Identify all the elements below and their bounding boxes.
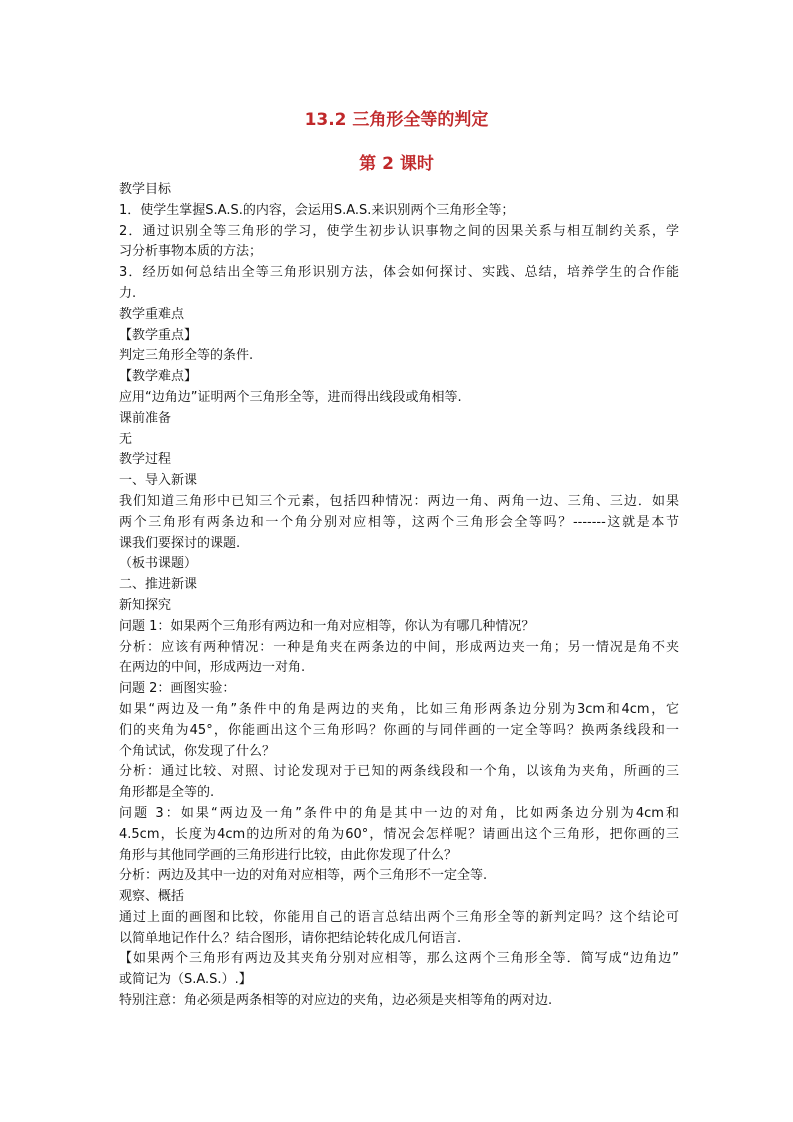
text-line: 二、推进新课 [119, 577, 198, 593]
text-line: 【教学重点】 [119, 327, 198, 343]
text-line: （板书课题） [119, 556, 198, 572]
text-line: 问题 1：如果两个三角形有两边和一角对应相等，你认为有哪几种情况？ [119, 618, 535, 634]
text-line: 个角试试，你发现了什么？ [119, 743, 276, 759]
text-line: 两个三角形有两条边和一个角分别对应相等，这两个三角形会全等吗？-------这就是本节 [119, 514, 679, 530]
text-line: 通过上面的画图和比较，你能用自己的语言总结出两个三角形全等的新判定吗？这个结论可 [119, 909, 679, 925]
text-line: 【教学难点】 [119, 369, 198, 385]
page-title: 13.2 三角形全等的判定 [304, 110, 489, 130]
text-line: 2．通过识别全等三角形的学习，使学生初步认识事物之间的因果关系与相互制约关系，学 [119, 223, 679, 239]
text-line: 特别注意：角必须是两条相等的对应边的夹角，边必须是夹相等角的两对边. [119, 993, 553, 1009]
text-line: 问题 2：画图实验： [119, 681, 236, 697]
text-line: 问题 3：如果“两边及一角”条件中的角是其中一边的对角，比如两条边分别为4cm和 [119, 805, 679, 821]
text-line: 角形与其他同学画的三角形进行比较，由此你发现了什么？ [119, 847, 458, 863]
text-line: 们的夹角为45°，你能画出这个三角形吗？你画的与同伴画的一定全等吗？换两条线段和一 [119, 722, 679, 738]
text-line: 4.5cm，长度为4cm的边所对的角为60°，情况会怎样呢？请画出这个三角形，把你画的三 [119, 826, 679, 842]
text-line: 习分析事物本质的方法； [119, 244, 263, 260]
text-line: 判定三角形全等的条件. [119, 348, 254, 364]
text-line: 课我们要探讨的课题. [119, 535, 241, 551]
text-line: 课前准备 [119, 410, 172, 426]
lesson-subtitle: 第 2 课时 [359, 154, 434, 174]
text-line: 分析：应该有两种情况：一种是角夹在两条边的中间，形成两边夹一角；另一情况是角不夹 [119, 639, 679, 655]
text-line: 应用“边角边”证明两个三角形全等，进而得出线段或角相等. [119, 389, 462, 405]
text-line: 我们知道三角形中已知三个元素，包括四种情况：两边一角、两角一边、三角、三边．如果 [119, 493, 679, 509]
text-line: 分析：两边及其中一边的对角对应相等，两个三角形不一定全等. [119, 868, 488, 884]
lesson-body [119, 180, 679, 1012]
text-line: 力. [119, 285, 137, 301]
text-line: 以简单地记作什么？结合图形，请你把结论转化成几何语言. [119, 930, 462, 946]
text-line: 一、导入新课 [119, 473, 198, 489]
text-line: 如果“两边及一角”条件中的角是两边的夹角，比如三角形两条边分别为3cm和4cm，它 [119, 701, 679, 717]
text-line: 【如果两个三角形有两边及其夹角分别对应相等，那么这两个三角形全等．简写成“边角边” [119, 951, 679, 967]
text-line: 在两边的中间，形成两边一对角. [119, 660, 306, 676]
text-line: 教学重难点 [119, 306, 185, 322]
text-line: 新知探究 [119, 597, 172, 613]
text-line: 教学目标 [119, 182, 172, 197]
text-line: 分析：通过比较、对照、讨论发现对于已知的两条线段和一个角，以该角为夹角，所画的三 [119, 764, 679, 780]
text-line: 教学过程 [119, 452, 172, 468]
text-line: 1．使学生掌握S.A.S.的内容，会运用S.A.S.来识别两个三角形全等； [119, 202, 515, 218]
text-line: 或简记为（S.A.S.）.】 [119, 972, 252, 988]
text-line: 角形都是全等的. [119, 785, 215, 801]
text-line: 观察、概括 [119, 889, 185, 905]
text-line: 无 [119, 431, 133, 447]
text-line: 3．经历如何总结出全等三角形识别方法，体会如何探讨、实践、总结，培养学生的合作能 [119, 265, 679, 281]
